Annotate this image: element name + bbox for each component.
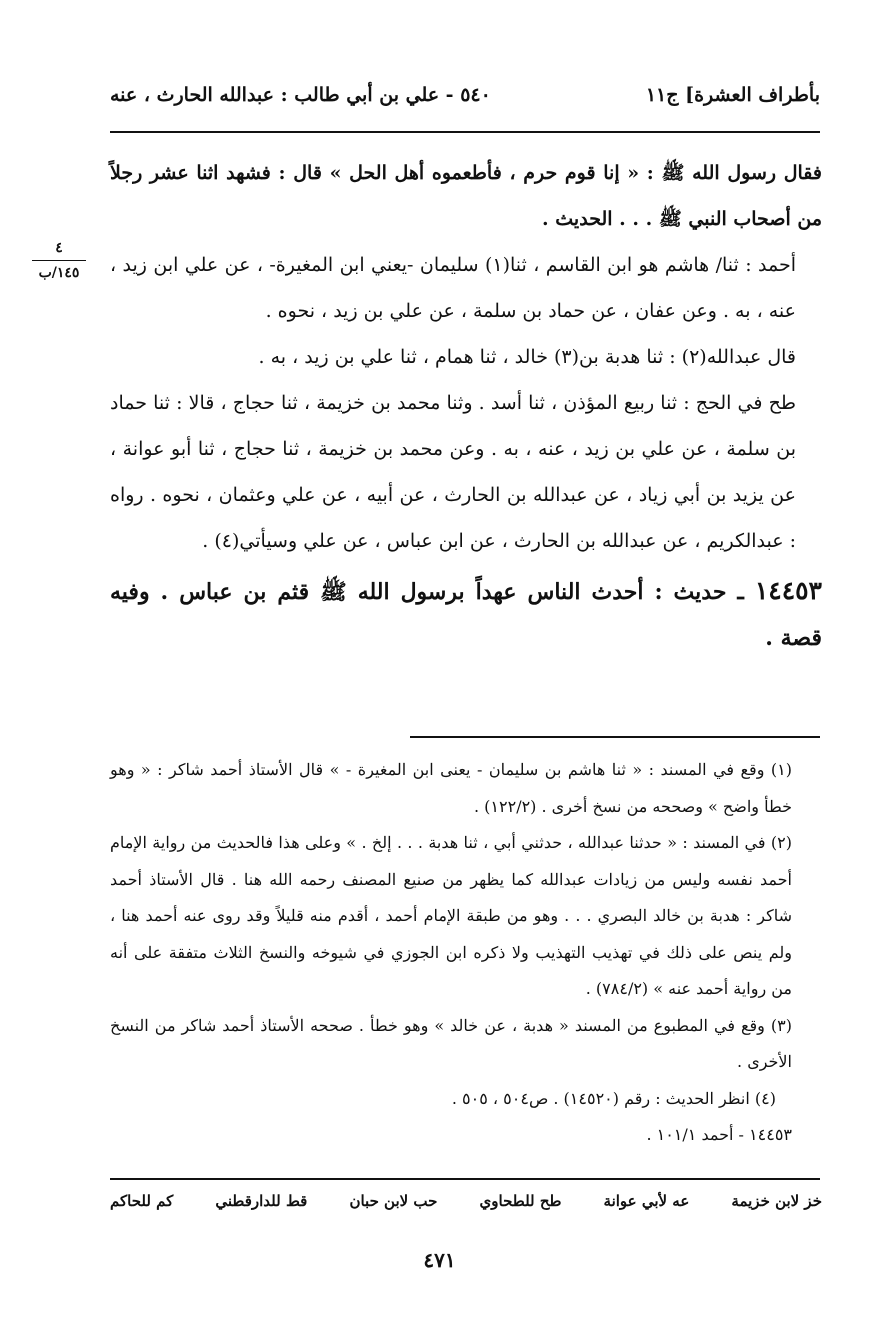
paragraph-ahmad-isnad: أحمد : ثنا/ هاشم هو ابن القاسم ، ثنا(١) سليمان -يعني ابن المغيرة- ، عن علي ابن زيد ، عنه ، به . وعن عفان ، عن حماد بن سلمة ، عن علي بن زيد ، نحوه . bbox=[110, 254, 796, 322]
margin-ref-folio: ١٤٥/ب bbox=[38, 265, 80, 281]
abbreviation-item: كم للحاكم bbox=[110, 1192, 174, 1210]
abbreviations-key bbox=[110, 1192, 822, 1210]
footnote-1: (١) وقع في المسند : « ثنا هاشم بن سليمان - يعنى ابن المغيرة - » قال الأستاذ أحمد شاكر : « وهو خطأ واضح » وصححه من نسخ أخرى . (١٢٢/٢) . bbox=[110, 760, 792, 816]
abbreviations-divider bbox=[110, 1178, 820, 1180]
paragraph-hadith-continuation: فقال رسول الله ﷺ : « إنا قوم حرم ، فأطعموه أهل الحل » قال : فشهد اثنا عشر رجلاً من أصحاب النبي ﷺ . . . الحديث . bbox=[110, 162, 822, 230]
abbreviation-item: قط للدارقطني bbox=[215, 1192, 308, 1210]
paragraph-abdullah-isnad: قال عبدالله(٢) : ثنا هدبة بن(٣) خالد ، ثنا همام ، ثنا علي بن زيد ، به . bbox=[258, 346, 796, 368]
margin-ref-volume: ٤ bbox=[55, 240, 63, 256]
footnotes bbox=[110, 752, 822, 1154]
margin-ref-fraction-line bbox=[32, 260, 86, 261]
footnote-divider bbox=[410, 736, 820, 738]
header-chapter-title: ٥٤٠ - علي بن أبي طالب : عبدالله الحارث ، عنه bbox=[110, 84, 491, 106]
page-number: ٤٧١ bbox=[423, 1248, 456, 1272]
main-text bbox=[110, 150, 822, 661]
header-book-title: بأطراف العشرة] ج١١ bbox=[645, 84, 820, 106]
paragraph-tahawi-isnad: طح في الحج : ثنا ربيع المؤذن ، ثنا أسد . وثنا محمد بن خزيمة ، ثنا حجاج ، قالا : ثنا حماد بن سلمة ، عن علي بن زيد ، عنه ، به . وعن محمد بن خزيمة ، ثنا حجاج ، ثنا أبو عوانة ، عن يزيد بن أبي زياد ، عن عبدالله بن الحارث ، عن أبيه ، عن علي وعثمان ، نحوه . رواه : عبدالكريم ، عن عبدالله بن الحارث ، عن ابن عباس ، عن علي وسيأتي(٤) . bbox=[110, 392, 796, 552]
footnote-3: (٣) وقع في المطبوع من المسند « هدبة ، عن خالد » وهو خطأ . صححه الأستاذ أحمد شاكر من النسخ الأخرى . bbox=[110, 1015, 793, 1071]
margin-reference bbox=[24, 238, 94, 283]
hadith-number: ١٤٤٥٣ bbox=[754, 576, 822, 605]
abbreviation-item: عه لأبي عوانة bbox=[603, 1192, 690, 1210]
abbreviation-item: طح للطحاوي bbox=[479, 1192, 562, 1210]
running-header bbox=[110, 84, 820, 116]
footnote-4: (٤) انظر الحديث : رقم (١٤٥٢٠) . ص٥٠٤ ، ٥٠٥ . bbox=[451, 1088, 776, 1108]
header-divider bbox=[110, 131, 820, 133]
hadith-text: ـ حديث : أحدث الناس عهداً برسول الله ﷺ قثم بن عباس . وفيه قصة . bbox=[110, 579, 822, 651]
footnote-2: (٢) في المسند : « حدثنا عبدالله ، حدثني أبي ، ثنا هدبة . . . إلخ . » وعلى هذا فالحديث من رواية الإمام أحمد نفسه وليس من زيادات عبدالله كما يظهر من صنيع المصنف رحمه الله هنا . قال الأستاذ أحمد شاكر : هدبة بن خالد البصري . . . وهو من طبقة الإمام أحمد ، أقدم منه قليلاً وقد روى عنه أحمد هنا ، ولم ينص على ذلك في تهذيب التهذيب ولا ذكره ابن الجوزي في شيوخه والنسخ الثلاث متفقة على أنه من رواية أحمد عنه » (٧٨٤/٢) . bbox=[110, 833, 792, 998]
hadith-heading bbox=[110, 568, 822, 661]
abbreviation-item: خز لابن خزيمة bbox=[731, 1192, 822, 1210]
footnote-reference: ١٤٤٥٣ - أحمد ١٠١/١ . bbox=[646, 1125, 792, 1144]
abbreviation-item: حب لابن حبان bbox=[349, 1192, 438, 1210]
